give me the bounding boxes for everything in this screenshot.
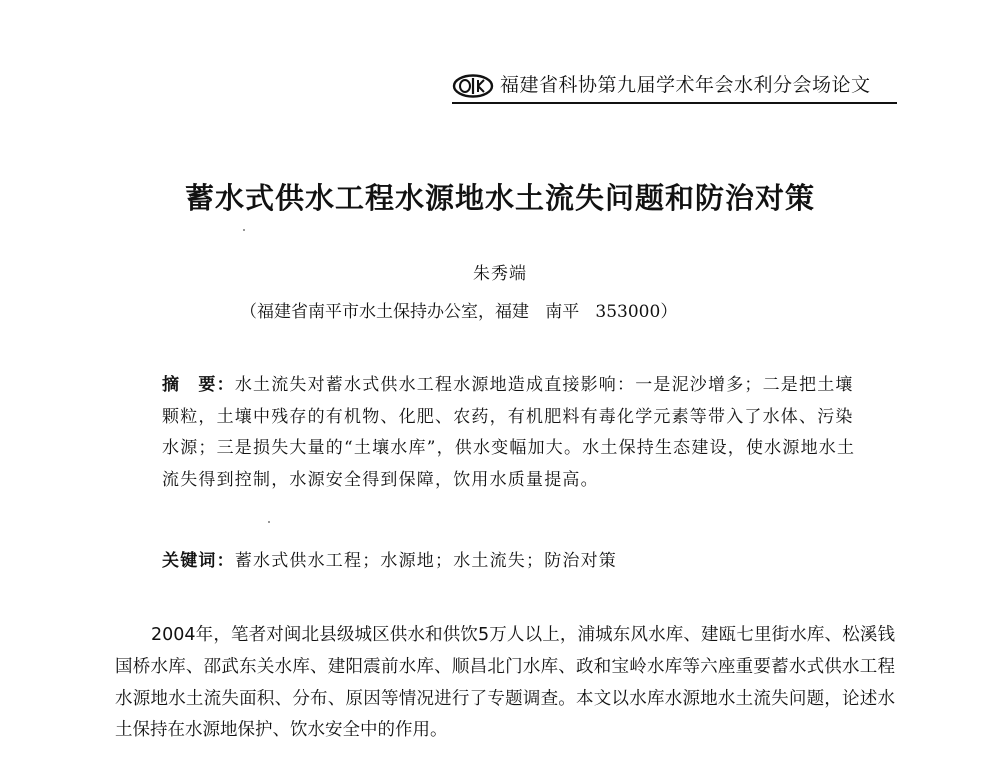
keywords-text: 蓄水式供水工程；水源地；水土流失；防治对策 xyxy=(234,551,618,571)
abstract xyxy=(162,370,867,496)
author-affiliation: （福建省南平市水土保持办公室，福建 南平 353000） xyxy=(240,302,678,322)
keywords xyxy=(162,548,867,574)
running-header xyxy=(452,72,897,104)
abstract-text: 水土流失对蓄水式供水工程水源地造成直接影响：一是泥沙增多；二是把土壤颗粒，土壤中残存的有机物、化肥、农药，有机肥料有毒化学元素等带入了水体、污染水源；三是损失大量的“土壤水库”，供水变幅加大。水土保持生态建设，使水源地水土流失得到控制，水源安全得到保障，饮用水质量提高。 xyxy=(162,375,856,490)
conference-logo-icon xyxy=(452,74,494,98)
scan-speck xyxy=(268,521,270,523)
abstract-label: 摘 要： xyxy=(162,375,235,395)
scan-speck xyxy=(243,229,245,231)
body-paragraph: 2004年，笔者对闽北县级城区供水和供饮5万人以上，浦城东风水库、建瓯七里街水库、松溪钱国桥水库、邵武东关水库、建阳震前水库、顺昌北门水库、政和宝岭水库等六座重要蓄水式供水工程水源地水土流失面积、分布、原因等情况进行了专题调查。本文以水库水源地水土流失问题，论述水土保持在水源地保护、饮水安全中的作用。 xyxy=(115,625,895,741)
keywords-label: 关键词： xyxy=(162,551,235,571)
author-name: 朱秀端 xyxy=(473,264,527,284)
paper-title: 蓄水式供水工程水源地水土流失问题和防治对策 xyxy=(184,181,815,215)
header-text: 福建省科协第九届学术年会水利分会场论文 xyxy=(500,74,871,96)
